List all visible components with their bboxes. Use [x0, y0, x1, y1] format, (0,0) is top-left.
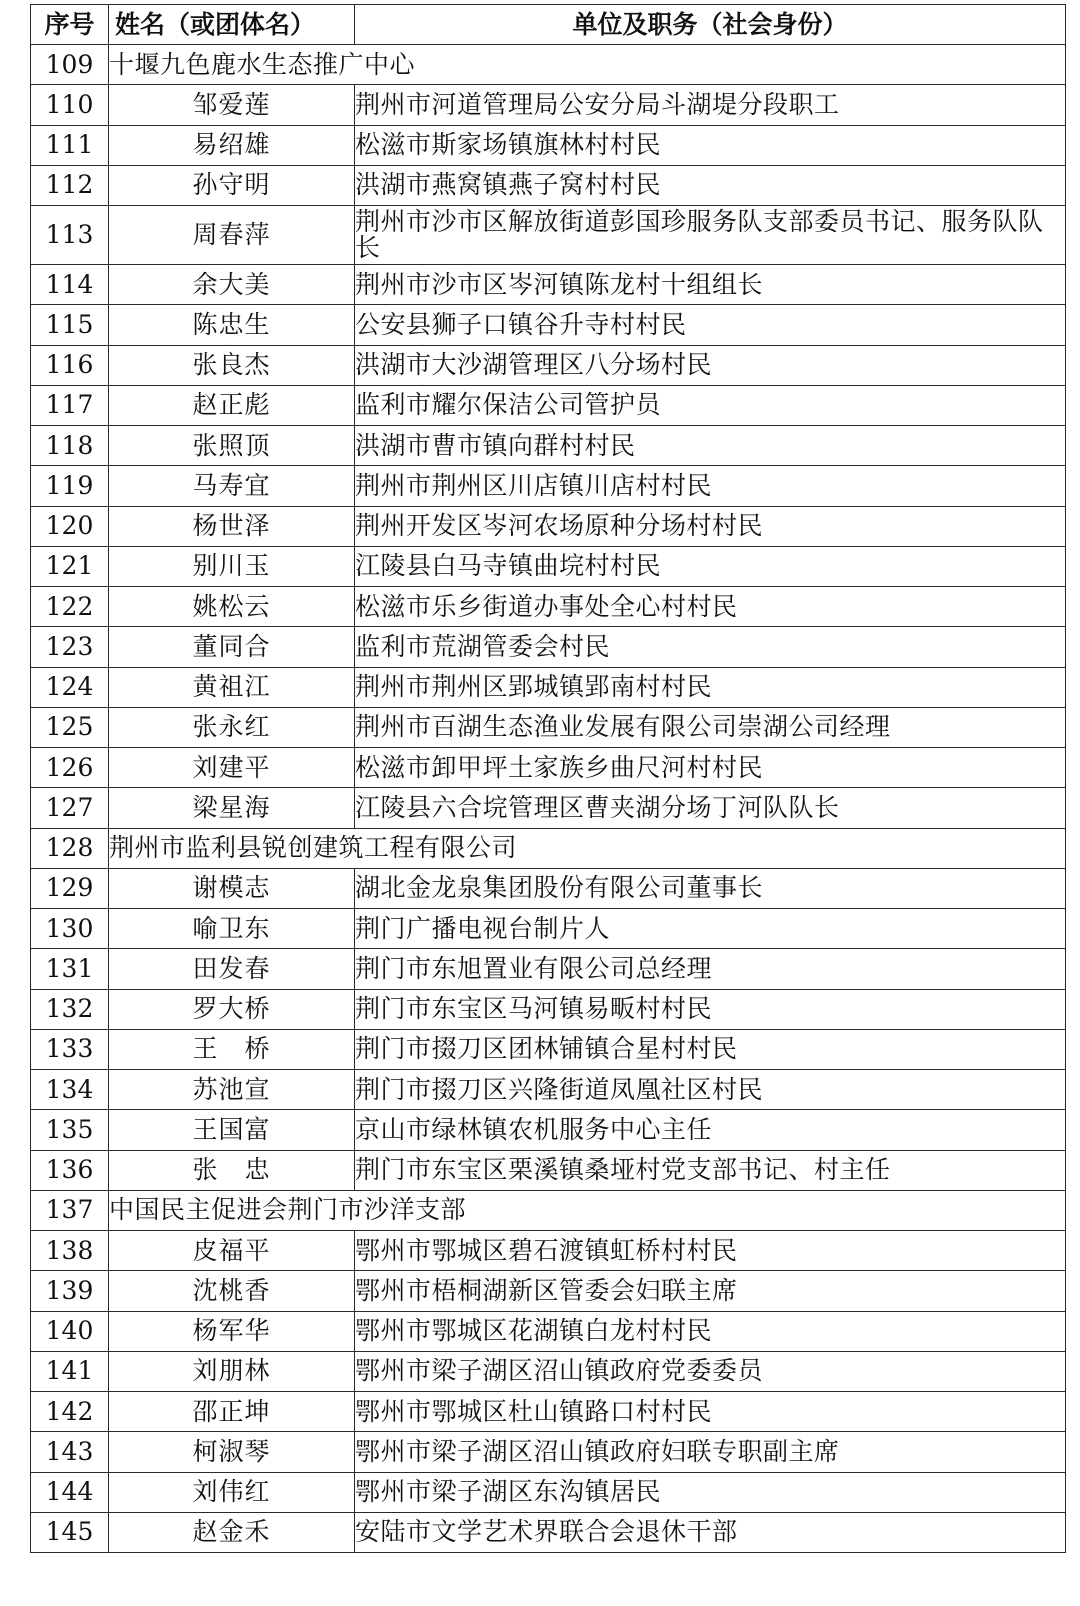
serial-number-cell: 142 — [31, 1392, 109, 1432]
unit-position-cell: 鄂州市鄂城区杜山镇路口村村民 — [355, 1392, 1066, 1432]
table-row — [31, 1070, 1066, 1110]
unit-position-cell: 鄂州市鄂城区碧石渡镇虹桥村村民 — [355, 1231, 1066, 1271]
person-name-cell: 邹爱莲 — [109, 85, 355, 125]
table-row — [31, 165, 1066, 205]
person-name-cell: 董同合 — [109, 627, 355, 667]
person-name-cell: 苏池宣 — [109, 1070, 355, 1110]
table-row — [31, 506, 1066, 546]
unit-position-cell: 荆门市东旭置业有限公司总经理 — [355, 949, 1066, 989]
table-row — [31, 426, 1066, 466]
person-name-cell: 赵金禾 — [109, 1512, 355, 1552]
serial-number-cell: 141 — [31, 1351, 109, 1391]
table-row — [31, 1150, 1066, 1190]
unit-position-cell: 鄂州市梁子湖区沼山镇政府妇联专职副主席 — [355, 1432, 1066, 1472]
person-name-cell: 罗大桥 — [109, 989, 355, 1029]
person-name-cell: 刘建平 — [109, 748, 355, 788]
roster-table — [30, 4, 1066, 1553]
unit-position-cell: 荆州市百湖生态渔业发展有限公司崇湖公司经理 — [355, 707, 1066, 747]
table-row — [31, 1110, 1066, 1150]
person-name-cell: 皮福平 — [109, 1231, 355, 1271]
serial-number-cell: 118 — [31, 426, 109, 466]
table-row — [31, 1231, 1066, 1271]
person-name-cell: 王 桥 — [109, 1029, 355, 1069]
table-row — [31, 265, 1066, 305]
unit-position-cell: 公安县狮子口镇谷升寺村村民 — [355, 305, 1066, 345]
person-name-cell: 张照顶 — [109, 426, 355, 466]
serial-number-cell: 140 — [31, 1311, 109, 1351]
table-row — [31, 125, 1066, 165]
serial-number-cell: 117 — [31, 385, 109, 425]
table-row — [31, 788, 1066, 828]
unit-position-cell: 湖北金龙泉集团股份有限公司董事长 — [355, 868, 1066, 908]
unit-position-cell: 监利市荒湖管委会村民 — [355, 627, 1066, 667]
serial-number-cell: 138 — [31, 1231, 109, 1271]
serial-number-cell: 145 — [31, 1512, 109, 1552]
person-name-cell: 马寿宜 — [109, 466, 355, 506]
serial-number-cell: 119 — [31, 466, 109, 506]
serial-number-cell: 111 — [31, 125, 109, 165]
table-row — [31, 546, 1066, 586]
header-name: 姓名（或团体名） — [109, 5, 355, 45]
table-row — [31, 45, 1066, 85]
table-row — [31, 1432, 1066, 1472]
unit-position-cell: 荆州市荆州区川店镇川店村村民 — [355, 466, 1066, 506]
table-row — [31, 1271, 1066, 1311]
unit-position-cell: 鄂州市梁子湖区沼山镇政府党委委员 — [355, 1351, 1066, 1391]
organization-name-cell: 中国民主促进会荆门市沙洋支部 — [109, 1190, 1066, 1230]
person-name-cell: 田发春 — [109, 949, 355, 989]
unit-position-cell: 荆州开发区岑河农场原种分场村村民 — [355, 506, 1066, 546]
table-row — [31, 385, 1066, 425]
table-row — [31, 206, 1066, 265]
unit-position-cell: 松滋市乐乡街道办事处全心村村民 — [355, 587, 1066, 627]
serial-number-cell: 139 — [31, 1271, 109, 1311]
person-name-cell: 陈忠生 — [109, 305, 355, 345]
person-name-cell: 梁星海 — [109, 788, 355, 828]
person-name-cell: 柯淑琴 — [109, 1432, 355, 1472]
unit-position-cell: 松滋市卸甲坪土家族乡曲尺河村村民 — [355, 748, 1066, 788]
table-row — [31, 707, 1066, 747]
person-name-cell: 别川玉 — [109, 546, 355, 586]
person-name-cell: 黄祖江 — [109, 667, 355, 707]
unit-position-cell: 洪湖市燕窝镇燕子窝村村民 — [355, 165, 1066, 205]
header-row — [31, 5, 1066, 45]
unit-position-cell: 荆门市掇刀区兴隆街道凤凰社区村民 — [355, 1070, 1066, 1110]
unit-position-cell: 荆门市掇刀区团林铺镇合星村村民 — [355, 1029, 1066, 1069]
person-name-cell: 杨世泽 — [109, 506, 355, 546]
table-row — [31, 667, 1066, 707]
table-row — [31, 85, 1066, 125]
person-name-cell: 姚松云 — [109, 587, 355, 627]
serial-number-cell: 113 — [31, 206, 109, 265]
unit-position-cell: 鄂州市鄂城区花湖镇白龙村村民 — [355, 1311, 1066, 1351]
person-name-cell: 孙守明 — [109, 165, 355, 205]
person-name-cell: 王国富 — [109, 1110, 355, 1150]
serial-number-cell: 125 — [31, 707, 109, 747]
header-serial-number: 序号 — [31, 5, 109, 45]
serial-number-cell: 124 — [31, 667, 109, 707]
serial-number-cell: 133 — [31, 1029, 109, 1069]
table-row — [31, 1311, 1066, 1351]
table-row — [31, 1512, 1066, 1552]
table-row — [31, 345, 1066, 385]
unit-position-cell: 监利市耀尔保洁公司管护员 — [355, 385, 1066, 425]
unit-position-cell: 松滋市斯家场镇旗林村村民 — [355, 125, 1066, 165]
serial-number-cell: 120 — [31, 506, 109, 546]
serial-number-cell: 130 — [31, 909, 109, 949]
unit-position-cell: 安陆市文学艺术界联合会退休干部 — [355, 1512, 1066, 1552]
unit-position-cell: 京山市绿林镇农机服务中心主任 — [355, 1110, 1066, 1150]
person-name-cell: 刘伟红 — [109, 1472, 355, 1512]
serial-number-cell: 143 — [31, 1432, 109, 1472]
table-row — [31, 1029, 1066, 1069]
table-row — [31, 868, 1066, 908]
unit-position-cell: 荆州市荆州区郢城镇郢南村村民 — [355, 667, 1066, 707]
unit-position-cell: 荆州市沙市区岑河镇陈龙村十组组长 — [355, 265, 1066, 305]
unit-position-cell: 鄂州市梧桐湖新区管委会妇联主席 — [355, 1271, 1066, 1311]
serial-number-cell: 144 — [31, 1472, 109, 1512]
table-row — [31, 909, 1066, 949]
person-name-cell: 周春萍 — [109, 206, 355, 265]
roster-sheet — [30, 4, 1065, 1553]
person-name-cell: 喻卫东 — [109, 909, 355, 949]
serial-number-cell: 123 — [31, 627, 109, 667]
unit-position-cell: 荆门广播电视台制片人 — [355, 909, 1066, 949]
person-name-cell: 沈桃香 — [109, 1271, 355, 1311]
serial-number-cell: 134 — [31, 1070, 109, 1110]
person-name-cell: 张永红 — [109, 707, 355, 747]
serial-number-cell: 121 — [31, 546, 109, 586]
serial-number-cell: 114 — [31, 265, 109, 305]
person-name-cell: 张良杰 — [109, 345, 355, 385]
person-name-cell: 谢模志 — [109, 868, 355, 908]
serial-number-cell: 122 — [31, 587, 109, 627]
unit-position-cell: 荆州市河道管理局公安分局斗湖堤分段职工 — [355, 85, 1066, 125]
person-name-cell: 杨军华 — [109, 1311, 355, 1351]
table-row — [31, 466, 1066, 506]
serial-number-cell: 135 — [31, 1110, 109, 1150]
serial-number-cell: 127 — [31, 788, 109, 828]
unit-position-cell: 洪湖市曹市镇向群村村民 — [355, 426, 1066, 466]
person-name-cell: 邵正坤 — [109, 1392, 355, 1432]
table-row — [31, 627, 1066, 667]
table-row — [31, 828, 1066, 868]
unit-position-cell: 荆门市东宝区栗溪镇桑垭村党支部书记、村主任 — [355, 1150, 1066, 1190]
serial-number-cell: 110 — [31, 85, 109, 125]
unit-position-cell: 鄂州市梁子湖区东沟镇居民 — [355, 1472, 1066, 1512]
organization-name-cell: 十堰九色鹿水生态推广中心 — [109, 45, 1066, 85]
serial-number-cell: 129 — [31, 868, 109, 908]
person-name-cell: 易绍雄 — [109, 125, 355, 165]
table-row — [31, 305, 1066, 345]
serial-number-cell: 115 — [31, 305, 109, 345]
table-row — [31, 989, 1066, 1029]
unit-position-cell: 荆门市东宝区马河镇易畈村村民 — [355, 989, 1066, 1029]
serial-number-cell: 131 — [31, 949, 109, 989]
table-row — [31, 1392, 1066, 1432]
unit-position-cell: 江陵县六合垸管理区曹夹湖分场丁河队队长 — [355, 788, 1066, 828]
unit-position-cell: 洪湖市大沙湖管理区八分场村民 — [355, 345, 1066, 385]
person-name-cell: 赵正彪 — [109, 385, 355, 425]
serial-number-cell: 109 — [31, 45, 109, 85]
serial-number-cell: 132 — [31, 989, 109, 1029]
header-unit-position: 单位及职务（社会身份） — [355, 5, 1066, 45]
serial-number-cell: 112 — [31, 165, 109, 205]
table-row — [31, 949, 1066, 989]
table-row — [31, 748, 1066, 788]
table-row — [31, 1472, 1066, 1512]
table-row — [31, 1351, 1066, 1391]
unit-position-cell: 荆州市沙市区解放街道彭国珍服务队支部委员书记、服务队队长 — [355, 206, 1066, 265]
table-row — [31, 1190, 1066, 1230]
serial-number-cell: 126 — [31, 748, 109, 788]
person-name-cell: 张 忠 — [109, 1150, 355, 1190]
table-row — [31, 587, 1066, 627]
roster-body — [31, 45, 1066, 1553]
organization-name-cell: 荆州市监利县锐创建筑工程有限公司 — [109, 828, 1066, 868]
serial-number-cell: 136 — [31, 1150, 109, 1190]
serial-number-cell: 137 — [31, 1190, 109, 1230]
unit-position-cell: 江陵县白马寺镇曲垸村村民 — [355, 546, 1066, 586]
serial-number-cell: 116 — [31, 345, 109, 385]
person-name-cell: 刘朋林 — [109, 1351, 355, 1391]
serial-number-cell: 128 — [31, 828, 109, 868]
person-name-cell: 余大美 — [109, 265, 355, 305]
